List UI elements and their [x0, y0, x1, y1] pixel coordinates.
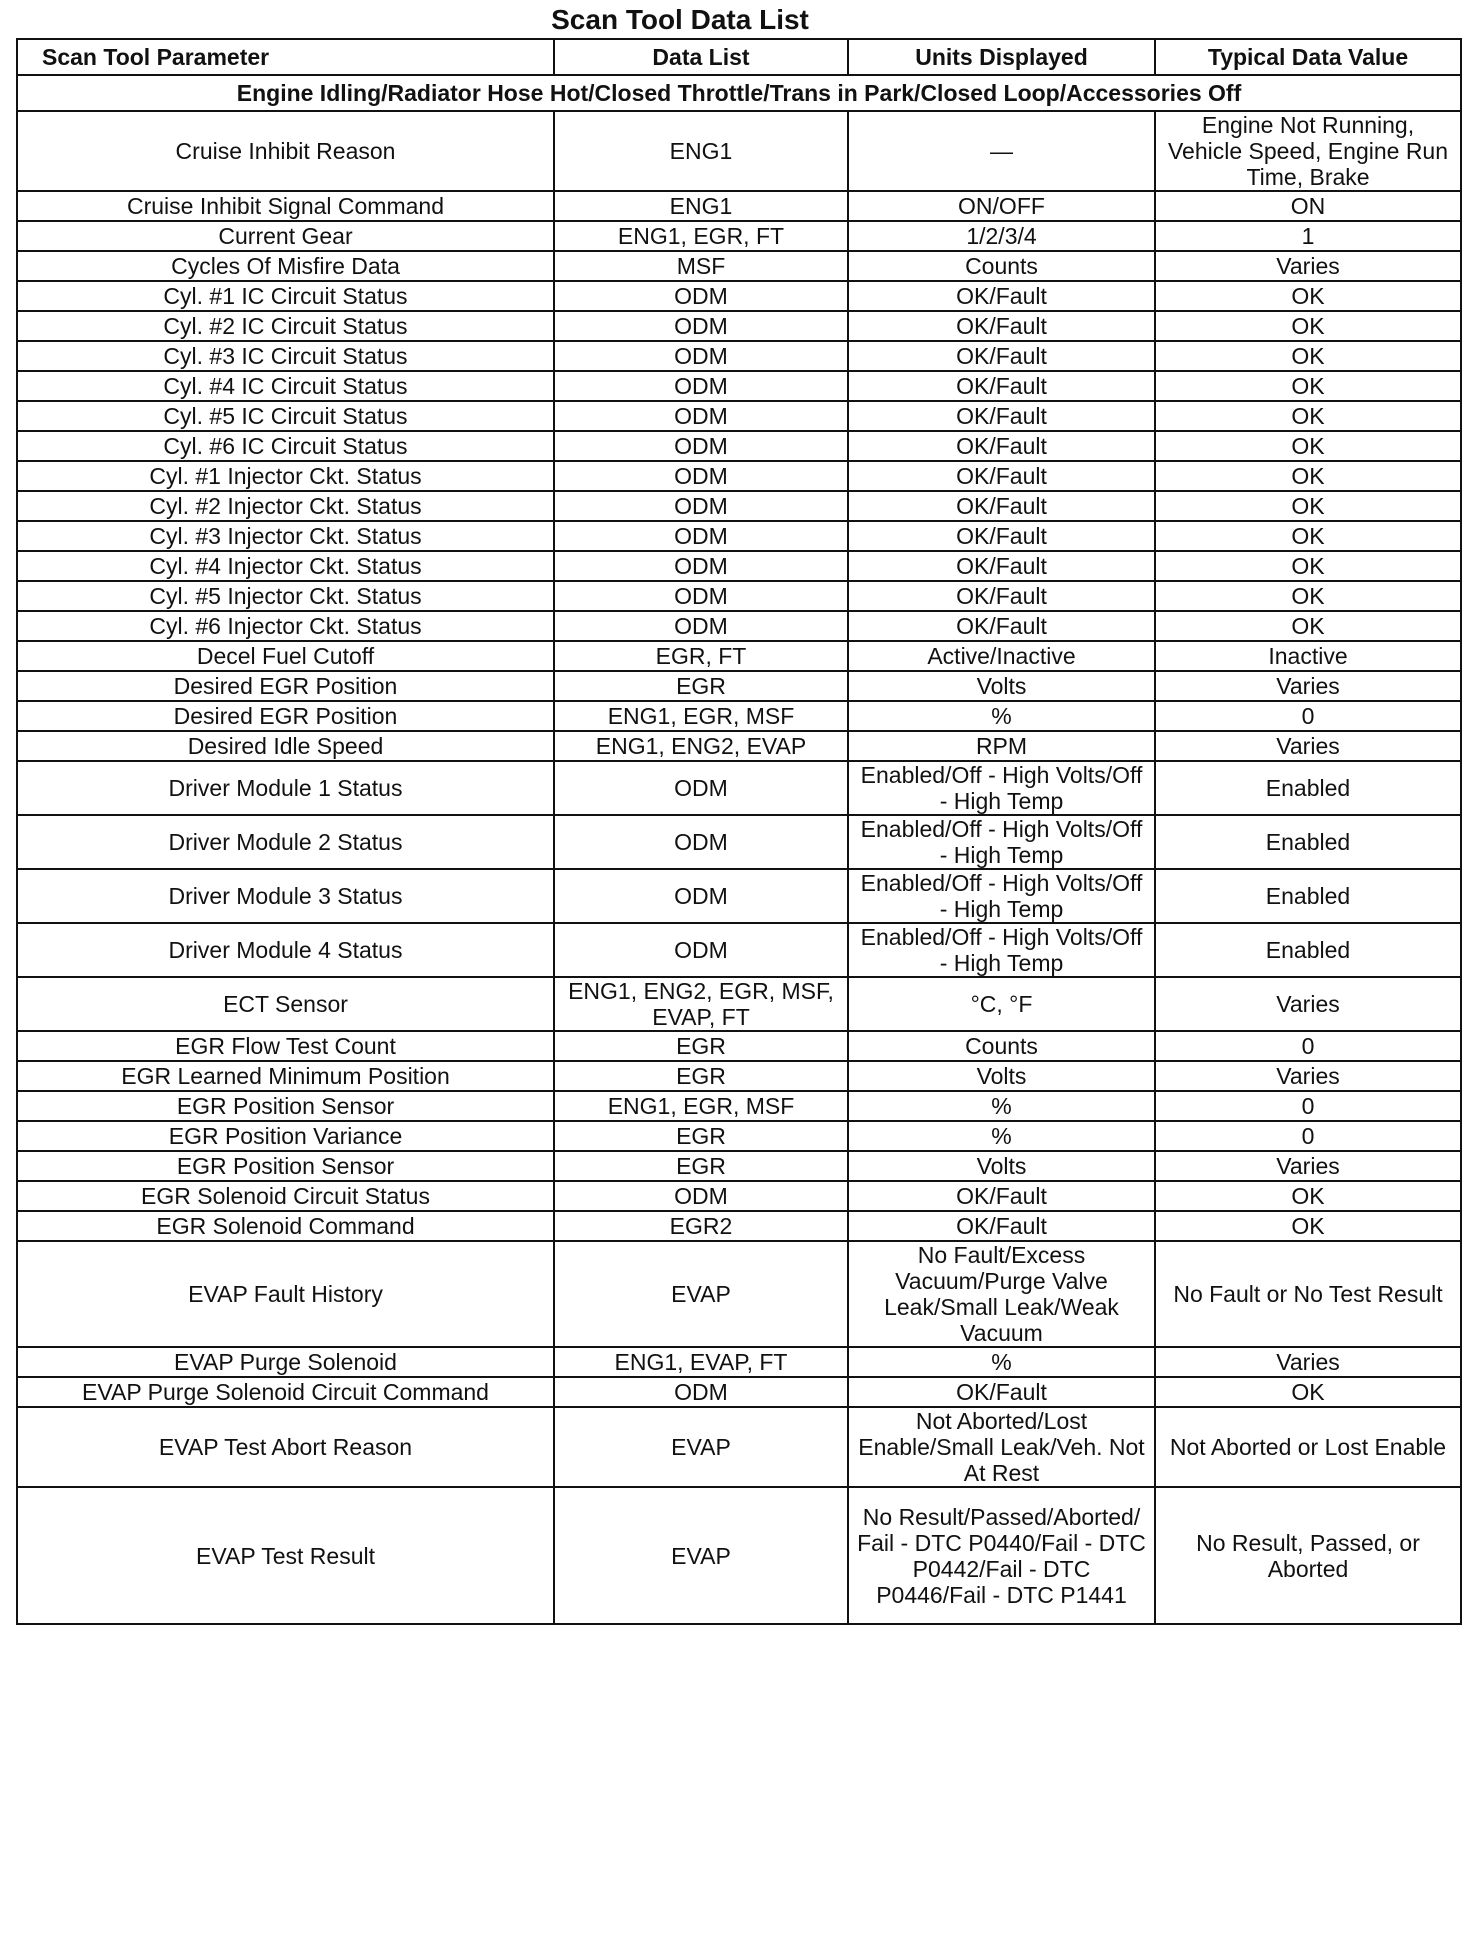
header-row — [17, 39, 1461, 75]
typical-value-cell: 0 — [1155, 1091, 1461, 1121]
test-condition: Engine Idling/Radiator Hose Hot/Closed Throttle/Trans in Park/Closed Loop/Accessories Off — [17, 75, 1461, 111]
table-row — [17, 761, 1461, 815]
data-list-cell: ODM — [554, 461, 848, 491]
table-row — [17, 401, 1461, 431]
header-scan-tool-parameter: Scan Tool Parameter — [17, 39, 554, 75]
parameter-cell: Cyl. #6 Injector Ckt. Status — [17, 611, 554, 641]
data-list-cell: EGR — [554, 1151, 848, 1181]
parameter-cell: Desired Idle Speed — [17, 731, 554, 761]
typical-value-cell: Varies — [1155, 731, 1461, 761]
data-list-cell: EVAP — [554, 1241, 848, 1347]
table-row — [17, 977, 1461, 1031]
units-cell: RPM — [848, 731, 1155, 761]
table-row — [17, 1487, 1461, 1624]
scan-tool-data-table — [16, 38, 1462, 1625]
table-row — [17, 311, 1461, 341]
table-row — [17, 1377, 1461, 1407]
table-row — [17, 251, 1461, 281]
units-cell: OK/Fault — [848, 1181, 1155, 1211]
data-list-cell: ODM — [554, 281, 848, 311]
units-cell: Enabled/Off - High Volts/Off - High Temp — [848, 815, 1155, 869]
typical-value-cell: Engine Not Running, Vehicle Speed, Engine Run Time, Brake — [1155, 111, 1461, 191]
table-row — [17, 1061, 1461, 1091]
table-row — [17, 521, 1461, 551]
parameter-cell: Desired EGR Position — [17, 671, 554, 701]
typical-value-cell: OK — [1155, 431, 1461, 461]
data-list-cell: ODM — [554, 761, 848, 815]
parameter-cell: EGR Solenoid Circuit Status — [17, 1181, 554, 1211]
parameter-cell: EGR Position Sensor — [17, 1091, 554, 1121]
typical-value-cell: OK — [1155, 521, 1461, 551]
table-row — [17, 1347, 1461, 1377]
units-cell: % — [848, 1347, 1155, 1377]
parameter-cell: Cyl. #1 Injector Ckt. Status — [17, 461, 554, 491]
typical-value-cell: OK — [1155, 1181, 1461, 1211]
data-list-cell: ODM — [554, 815, 848, 869]
units-cell: OK/Fault — [848, 1211, 1155, 1241]
data-list-cell: ODM — [554, 431, 848, 461]
units-cell: OK/Fault — [848, 491, 1155, 521]
table-row — [17, 341, 1461, 371]
table-row — [17, 281, 1461, 311]
typical-value-cell: Inactive — [1155, 641, 1461, 671]
table-row — [17, 221, 1461, 251]
data-list-cell: ODM — [554, 401, 848, 431]
table-row — [17, 371, 1461, 401]
typical-value-cell: Enabled — [1155, 923, 1461, 977]
data-list-cell: EGR — [554, 1061, 848, 1091]
data-list-cell: ODM — [554, 611, 848, 641]
units-cell: Active/Inactive — [848, 641, 1155, 671]
data-list-cell: ODM — [554, 551, 848, 581]
parameter-cell: Driver Module 4 Status — [17, 923, 554, 977]
typical-value-cell: OK — [1155, 611, 1461, 641]
typical-value-cell: Varies — [1155, 671, 1461, 701]
condition-row — [17, 75, 1461, 111]
table-row — [17, 461, 1461, 491]
table-row — [17, 923, 1461, 977]
parameter-cell: Cyl. #1 IC Circuit Status — [17, 281, 554, 311]
units-cell: OK/Fault — [848, 281, 1155, 311]
parameter-cell: EVAP Test Result — [17, 1487, 554, 1624]
data-list-cell: EVAP — [554, 1487, 848, 1624]
typical-value-cell: Varies — [1155, 1347, 1461, 1377]
typical-value-cell: 0 — [1155, 1031, 1461, 1061]
table-row — [17, 1121, 1461, 1151]
typical-value-cell: OK — [1155, 1211, 1461, 1241]
typical-value-cell: 0 — [1155, 701, 1461, 731]
data-list-cell: ODM — [554, 371, 848, 401]
units-cell: ON/OFF — [848, 191, 1155, 221]
table-row — [17, 1031, 1461, 1061]
table-row — [17, 701, 1461, 731]
parameter-cell: EGR Position Variance — [17, 1121, 554, 1151]
units-cell: OK/Fault — [848, 581, 1155, 611]
typical-value-cell: No Fault or No Test Result — [1155, 1241, 1461, 1347]
parameter-cell: EGR Flow Test Count — [17, 1031, 554, 1061]
units-cell: OK/Fault — [848, 461, 1155, 491]
units-cell: OK/Fault — [848, 311, 1155, 341]
typical-value-cell: OK — [1155, 311, 1461, 341]
table-row — [17, 581, 1461, 611]
parameter-cell: Cyl. #5 Injector Ckt. Status — [17, 581, 554, 611]
units-cell: Not Aborted/Lost Enable/Small Leak/Veh. Not At Rest — [848, 1407, 1155, 1487]
table-row — [17, 551, 1461, 581]
units-cell: Volts — [848, 1151, 1155, 1181]
data-list-cell: ODM — [554, 923, 848, 977]
table-row — [17, 1091, 1461, 1121]
table-row — [17, 611, 1461, 641]
data-list-cell: EGR — [554, 1121, 848, 1151]
units-cell: Enabled/Off - High Volts/Off - High Temp — [848, 869, 1155, 923]
typical-value-cell: Enabled — [1155, 761, 1461, 815]
units-cell: No Result/Passed/Aborted/ Fail - DTC P0440/Fail - DTC P0442/Fail - DTC P0446/Fail - DTC P1441 — [848, 1487, 1155, 1624]
units-cell: OK/Fault — [848, 371, 1155, 401]
parameter-cell: EVAP Purge Solenoid — [17, 1347, 554, 1377]
data-list-cell: ENG1, EVAP, FT — [554, 1347, 848, 1377]
units-cell: Enabled/Off - High Volts/Off - High Temp — [848, 761, 1155, 815]
data-list-cell: ODM — [554, 1377, 848, 1407]
parameter-cell: EGR Position Sensor — [17, 1151, 554, 1181]
typical-value-cell: No Result, Passed, or Aborted — [1155, 1487, 1461, 1624]
units-cell: % — [848, 1091, 1155, 1121]
data-list-cell: ENG1, EGR, FT — [554, 221, 848, 251]
data-list-cell: ENG1 — [554, 191, 848, 221]
units-cell: 1/2/3/4 — [848, 221, 1155, 251]
typical-value-cell: Enabled — [1155, 869, 1461, 923]
parameter-cell: EGR Solenoid Command — [17, 1211, 554, 1241]
units-cell: OK/Fault — [848, 401, 1155, 431]
page-title: Scan Tool Data List — [551, 4, 809, 35]
table-row — [17, 1151, 1461, 1181]
parameter-cell: ECT Sensor — [17, 977, 554, 1031]
data-list-cell: ENG1, ENG2, EGR, MSF, EVAP, FT — [554, 977, 848, 1031]
parameter-cell: Cruise Inhibit Reason — [17, 111, 554, 191]
parameter-cell: Cyl. #4 IC Circuit Status — [17, 371, 554, 401]
data-list-cell: MSF — [554, 251, 848, 281]
typical-value-cell: OK — [1155, 371, 1461, 401]
header-units-displayed: Units Displayed — [848, 39, 1155, 75]
data-list-cell: ENG1 — [554, 111, 848, 191]
data-list-cell: ENG1, ENG2, EVAP — [554, 731, 848, 761]
parameter-cell: Cyl. #2 IC Circuit Status — [17, 311, 554, 341]
parameter-cell: Driver Module 2 Status — [17, 815, 554, 869]
units-cell: Counts — [848, 1031, 1155, 1061]
parameter-cell: EVAP Fault History — [17, 1241, 554, 1347]
units-cell: °C, °F — [848, 977, 1155, 1031]
typical-value-cell: OK — [1155, 551, 1461, 581]
typical-value-cell: Varies — [1155, 251, 1461, 281]
data-list-cell: EGR, FT — [554, 641, 848, 671]
typical-value-cell: Varies — [1155, 977, 1461, 1031]
parameter-cell: Cyl. #4 Injector Ckt. Status — [17, 551, 554, 581]
parameter-cell: Desired EGR Position — [17, 701, 554, 731]
parameter-cell: Cyl. #5 IC Circuit Status — [17, 401, 554, 431]
units-cell: Volts — [848, 1061, 1155, 1091]
typical-value-cell: OK — [1155, 401, 1461, 431]
table-row — [17, 671, 1461, 701]
units-cell: — — [848, 111, 1155, 191]
typical-value-cell: OK — [1155, 341, 1461, 371]
table-row — [17, 111, 1461, 191]
units-cell: OK/Fault — [848, 521, 1155, 551]
typical-value-cell: Varies — [1155, 1151, 1461, 1181]
parameter-cell: Current Gear — [17, 221, 554, 251]
table-row — [17, 641, 1461, 671]
data-list-cell: ENG1, EGR, MSF — [554, 701, 848, 731]
data-list-cell: EVAP — [554, 1407, 848, 1487]
data-list-cell: ODM — [554, 341, 848, 371]
typical-value-cell: OK — [1155, 581, 1461, 611]
typical-value-cell: OK — [1155, 281, 1461, 311]
data-list-cell: ODM — [554, 521, 848, 551]
units-cell: Enabled/Off - High Volts/Off - High Temp — [848, 923, 1155, 977]
typical-value-cell: ON — [1155, 191, 1461, 221]
parameter-cell: Cycles Of Misfire Data — [17, 251, 554, 281]
units-cell: % — [848, 701, 1155, 731]
units-cell: % — [848, 1121, 1155, 1151]
typical-value-cell: OK — [1155, 1377, 1461, 1407]
parameter-cell: EGR Learned Minimum Position — [17, 1061, 554, 1091]
data-list-cell: ENG1, EGR, MSF — [554, 1091, 848, 1121]
units-cell: OK/Fault — [848, 551, 1155, 581]
typical-value-cell: 0 — [1155, 1121, 1461, 1151]
units-cell: OK/Fault — [848, 1377, 1155, 1407]
data-list-cell: EGR — [554, 1031, 848, 1061]
parameter-cell: Driver Module 1 Status — [17, 761, 554, 815]
table-row — [17, 431, 1461, 461]
parameter-cell: Cyl. #3 IC Circuit Status — [17, 341, 554, 371]
table-row — [17, 1211, 1461, 1241]
data-list-cell: ODM — [554, 1181, 848, 1211]
parameter-cell: Driver Module 3 Status — [17, 869, 554, 923]
units-cell: Counts — [848, 251, 1155, 281]
table-row — [17, 1407, 1461, 1487]
units-cell: OK/Fault — [848, 611, 1155, 641]
parameter-cell: Cyl. #3 Injector Ckt. Status — [17, 521, 554, 551]
table-row — [17, 491, 1461, 521]
parameter-cell: Cruise Inhibit Signal Command — [17, 191, 554, 221]
parameter-cell: Cyl. #6 IC Circuit Status — [17, 431, 554, 461]
units-cell: OK/Fault — [848, 431, 1155, 461]
typical-value-cell: Enabled — [1155, 815, 1461, 869]
parameter-cell: Decel Fuel Cutoff — [17, 641, 554, 671]
typical-value-cell: Varies — [1155, 1061, 1461, 1091]
units-cell: No Fault/Excess Vacuum/Purge Valve Leak/Small Leak/Weak Vacuum — [848, 1241, 1155, 1347]
typical-value-cell: OK — [1155, 491, 1461, 521]
header-typical-data-value: Typical Data Value — [1155, 39, 1461, 75]
table-row — [17, 815, 1461, 869]
parameter-cell: EVAP Purge Solenoid Circuit Command — [17, 1377, 554, 1407]
typical-value-cell: Not Aborted or Lost Enable — [1155, 1407, 1461, 1487]
parameter-cell: Cyl. #2 Injector Ckt. Status — [17, 491, 554, 521]
data-list-cell: ODM — [554, 869, 848, 923]
header-data-list: Data List — [554, 39, 848, 75]
typical-value-cell: OK — [1155, 461, 1461, 491]
table-row — [17, 869, 1461, 923]
table-row — [17, 731, 1461, 761]
parameter-cell: EVAP Test Abort Reason — [17, 1407, 554, 1487]
table-row — [17, 1241, 1461, 1347]
data-list-cell: ODM — [554, 581, 848, 611]
data-list-cell: ODM — [554, 491, 848, 521]
typical-value-cell: 1 — [1155, 221, 1461, 251]
data-list-cell: ODM — [554, 311, 848, 341]
table-row — [17, 191, 1461, 221]
units-cell: Volts — [848, 671, 1155, 701]
data-list-cell: EGR2 — [554, 1211, 848, 1241]
data-list-cell: EGR — [554, 671, 848, 701]
table-row — [17, 1181, 1461, 1211]
units-cell: OK/Fault — [848, 341, 1155, 371]
